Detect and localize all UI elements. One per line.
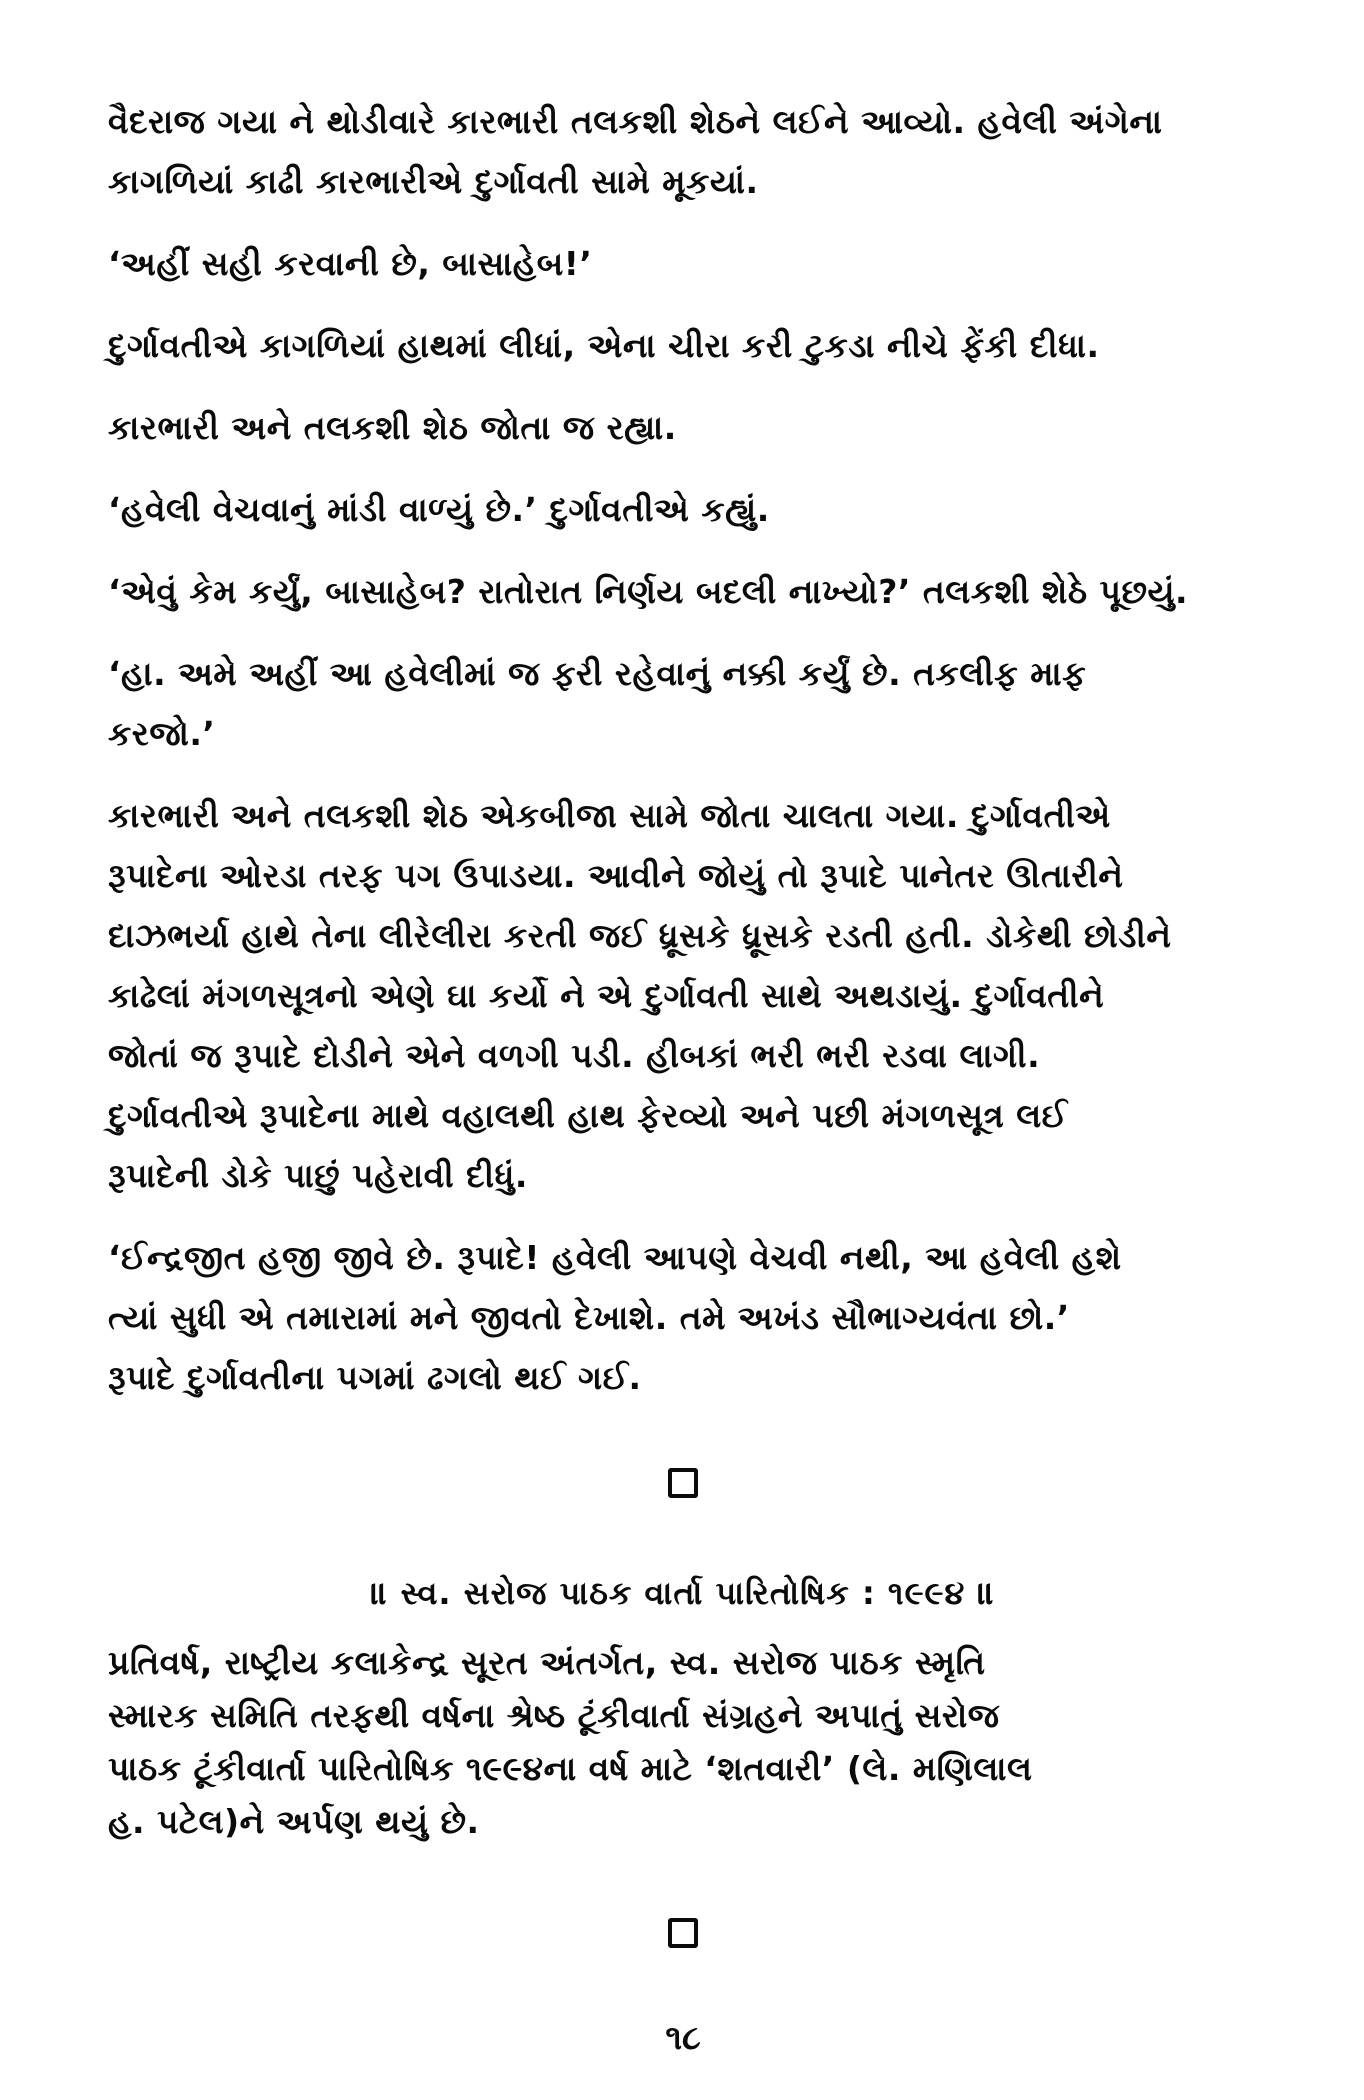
paragraph: [108, 92, 1258, 212]
prize-notice: [108, 1568, 1258, 1848]
text-line: રૂપાદેની ડોકે પાછું પહેરાવી દીધું.: [108, 1156, 528, 1195]
text-line: ‘હા. અમે અહીં આ હવેલીમાં જ ફરી રહેવાનું નક્કી કર્યું છે. તકલીફ માફ: [108, 654, 1087, 693]
text-line: ત્યાં સુધી એ તમારામાં મને જીવતો દેખાશે. તમે અખંડ સૌભાગ્યવંતા છો.’: [108, 1298, 1070, 1337]
paragraph: [108, 316, 1258, 376]
paragraph: [108, 1228, 1258, 1408]
paragraph: [108, 234, 1258, 294]
paragraph: [108, 398, 1258, 458]
text-line: કારભારી અને તલકશી શેઠ એકબીજા સામે જોતા ચાલતા ગયા. દુર્ગાવતીએ: [108, 796, 1111, 835]
text-line: ‘હવેલી વેચવાનું માંડી વાળ્યું છે.’ દુર્ગાવતીએ કહ્યું.: [108, 490, 770, 529]
text-line: કારભારી અને તલકશી શેઠ જોતા જ રહ્યા.: [108, 408, 677, 447]
text-line: કાગળિયાં કાઢી કારભારીએ દુર્ગાવતી સામે મૂકયાં.: [108, 162, 759, 201]
paragraph: [108, 562, 1258, 622]
text-line: રૂપાદે દુર્ગાવતીના પગમાં ઢગલો થઈ ગઈ.: [108, 1358, 642, 1397]
prize-text: [108, 1636, 1258, 1848]
text-line: વૈદરાજ ગયા ને થોડીવારે કારભારી તલકશી શેઠને લઈને આવ્યો. હવેલી અંગેના: [108, 102, 1163, 141]
text-line: પ્રતિવર્ષ, રાષ્ટ્રીય કલાકેન્દ્ર સૂરત અંતર્ગત, સ્વ. સરોજ પાઠક સ્મૃતિ: [108, 1643, 986, 1682]
paragraph: [108, 480, 1258, 540]
text-line: દુર્ગાવતીએ રૂપાદેના માથે વહાલથી હાથ ફેરવ્યો અને પછી મંગળસૂત્ર લઈ: [108, 1096, 1068, 1135]
text-line: દાઝભર્યા હાથે તેના લીરેલીરા કરતી જઈ ધ્રૂસકે ધ્રૂસકે રડતી હતી. ડોકેથી છોડીને: [108, 916, 1172, 955]
text-line: રૂપાદેના ઓરડા તરફ પગ ઉપાડયા. આવીને જોયું તો રૂપાદે પાનેતર ઊતારીને: [108, 856, 1124, 895]
text-line: કરજો.’: [108, 714, 216, 753]
paragraph: [108, 786, 1258, 1086]
text-line: ‘ઈન્દ્રજીત હજી જીવે છે. રૂપાદે! હવેલી આપણે વેચવી નથી, આ હવેલી હશે: [108, 1238, 1122, 1277]
text-line: હ. પટેલ)ને અર્પણ થયું છે.: [108, 1802, 480, 1841]
prize-heading: ॥ સ્વ. સરોજ પાઠક વાર્તા પારિતોષિક : ૧૯૯૪ ॥: [370, 1574, 996, 1612]
section-divider-square: [668, 1918, 698, 1948]
text-line: દુર્ગાવતીએ કાગળિયાં હાથમાં લીધાં, એના ચીરા કરી ટુકડા નીચે ફેંકી દીધા.: [108, 326, 1100, 365]
paragraph: [108, 644, 1258, 764]
text-line: પાઠક ટૂંકીવાર્તા પારિતોષિક ૧૯૯૪ના વર્ષ માટે ‘શતવારી’ (લે. મણિલાલ: [108, 1749, 1033, 1788]
text-line: કાઢેલાં મંગળસૂત્રનો એણે ઘા કર્યો ને એ દુર્ગાવતી સાથે અથડાયું. દુર્ગાવતીને: [108, 976, 1105, 1015]
section-divider-square: [668, 1468, 698, 1498]
story-text: [108, 92, 1258, 1408]
paragraph: [108, 1086, 1258, 1206]
text-line: સ્મારક સમિતિ તરફથી વર્ષના શ્રેષ્ઠ ટૂંકીવાર્તા સંગ્રહને અપાતું સરોજ: [108, 1696, 1000, 1735]
page-number: ૧૮: [665, 2018, 701, 2058]
text-line: ‘અહીં સહી કરવાની છે, બાસાહેબ!’: [108, 244, 593, 283]
book-page: [108, 92, 1258, 2058]
text-line: ‘એવું કેમ કર્યું, બાસાહેબ? રાતોરાત નિર્ણય બદલી નાખ્યો?’ તલકશી શેઠે પૂછયું.: [108, 572, 1189, 611]
text-line: જોતાં જ રૂપાદે દોડીને એને વળગી પડી. હીબકાં ભરી ભરી રડવા લાગી.: [108, 1036, 1041, 1075]
